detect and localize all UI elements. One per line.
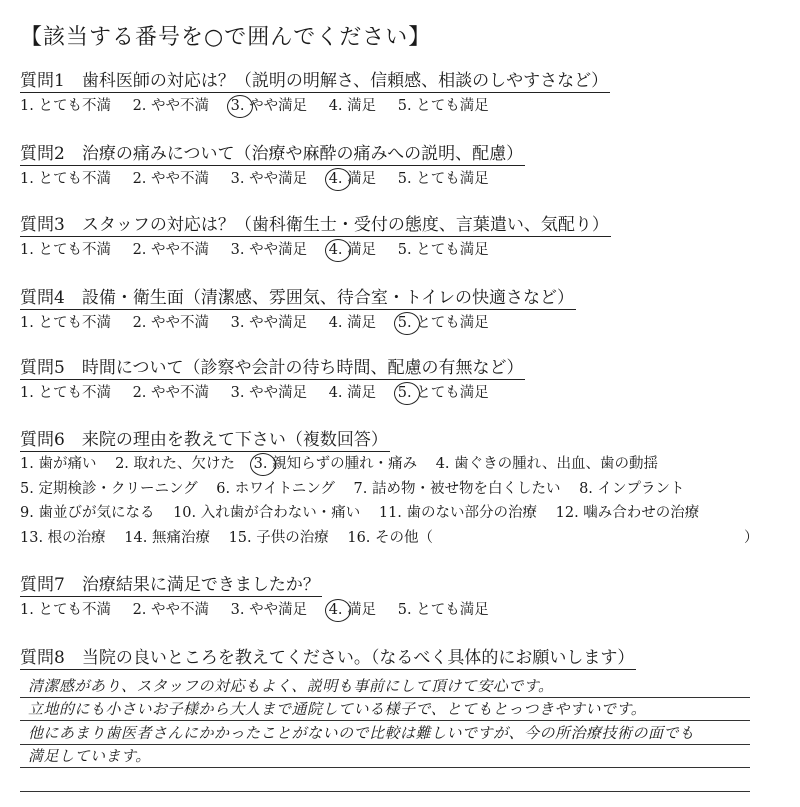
q4-option-3[interactable]: 3. やや満足 [230,315,308,331]
q2-option-3[interactable]: 3. やや満足 [230,171,308,187]
q6-option-13[interactable]: 13. 根の治療 [20,529,106,546]
q1-option-3-circled[interactable]: 3. やや満足 [230,98,308,114]
q6-option-14[interactable]: 14. 無痛治療 [124,529,210,546]
question-4-title: 質問4 設備・衛生面（清潔感、雰囲気、待合室・トイレの快適さなど） [20,288,574,308]
q7-option-5[interactable]: 5. とても満足 [397,602,489,618]
question-3-title: 質問3 スタッフの対応は？（歯科衛生士・受付の態度、言葉遣い、気配り） [20,215,609,235]
question-2 [20,143,780,191]
answer-line-2 [20,698,750,722]
answer-line-3 [20,721,750,745]
question-6-title: 質問6 来院の理由を教えて下さい（複数回答） [20,430,388,450]
q6-option-3-circled[interactable]: 3. 親知らずの腫れ・痛み [253,456,418,472]
q3-option-1[interactable]: 1. とても不満 [20,242,111,258]
q5-option-5-circled[interactable]: 5. とても満足 [397,385,489,401]
question-7-title: 質問7 治療結果に満足できましたか？ [20,575,320,595]
q6-option-6[interactable]: 6. ホワイトニング [216,480,335,497]
q6-row-3 [20,501,780,526]
answer-text-1: 清潔感があり、スタッフの対応もよく、説明も事前にして頂けて安心です。 [28,676,554,695]
question-7 [20,574,780,622]
q1-option-2[interactable]: 2. やや不満 [132,98,210,114]
answer-text-2: 立地的にも小さいお子様から大人まで通院している様子で、とてもとっつきやすいです。 [28,700,647,718]
q3-option-5[interactable]: 5. とても満足 [397,242,489,258]
q6-option-4[interactable]: 4. 歯ぐきの腫れ、出血、歯の動揺 [435,456,658,472]
q6-option-7[interactable]: 7. 詰め物・被せ物を白くしたい [353,480,561,497]
question-4 [20,287,780,335]
q4-option-1[interactable]: 1. とても不満 [20,315,111,331]
question-2-title: 質問2 治療の痛みについて（治療や麻酔の痛みへの説明、配慮） [20,144,524,164]
q3-option-4-circled[interactable]: 4. 満足 [328,242,377,258]
q1-option-4[interactable]: 4. 満足 [328,98,377,114]
question-5-options [20,381,780,405]
q6-option-9[interactable]: 9. 歯並びが気になる [20,505,155,521]
q6-row-2 [20,477,780,502]
question-1 [20,70,780,118]
q5-option-3[interactable]: 3. やや満足 [230,385,308,401]
question-6 [20,429,780,550]
q6-option-10[interactable]: 10. 入れ歯が合わない・痛い [173,505,361,521]
q4-option-2[interactable]: 2. やや不満 [132,315,210,331]
q7-option-3[interactable]: 3. やや満足 [230,602,308,618]
q7-option-4-circled[interactable]: 4. 満足 [328,602,377,618]
q6-option-16-other[interactable]: 16. その他（ [347,529,434,546]
question-8-title: 質問8 当院の良いところを教えてください。（なるべく具体的にお願いします） [20,648,635,668]
question-8-answer-area[interactable] [20,674,750,792]
question-5-title: 質問5 時間について（診察や会計の待ち時間、配慮の有無など） [20,358,524,378]
answer-text-4: 満足しています。 [28,747,151,765]
q1-option-1[interactable]: 1. とても不満 [20,98,111,114]
q2-option-4-circled[interactable]: 4. 満足 [328,171,377,187]
q6-option-11[interactable]: 11. 歯のない部分の治療 [378,505,538,521]
q6-option-12[interactable]: 12. 噛み合わせの治療 [555,505,700,521]
question-3-options [20,238,780,262]
q6-row-1 [20,452,780,477]
q5-option-4[interactable]: 4. 満足 [328,385,377,401]
q2-option-5[interactable]: 5. とても満足 [397,171,489,187]
q3-option-3[interactable]: 3. やや満足 [230,242,308,258]
question-8 [20,647,780,670]
answer-line-4 [20,745,750,769]
answer-line-1 [20,674,750,698]
q1-option-5[interactable]: 5. とても満足 [397,98,489,114]
question-4-options [20,311,780,335]
q7-option-2[interactable]: 2. やや不満 [132,602,210,618]
question-3 [20,214,780,262]
answer-line-5 [20,768,750,792]
q7-option-1[interactable]: 1. とても不満 [20,602,111,618]
question-5 [20,357,780,405]
question-7-options [20,598,780,622]
q4-option-4[interactable]: 4. 満足 [328,315,377,331]
question-1-options [20,94,780,118]
q4-option-5-circled[interactable]: 5. とても満足 [397,315,489,331]
q6-option-2[interactable]: 2. 取れた、欠けた [115,456,236,472]
instruction-header: 【該当する番号を○で囲んでください】 [20,25,432,50]
q6-other-close-paren: ） [744,529,759,546]
q3-option-2[interactable]: 2. やや不満 [132,242,210,258]
q6-option-15[interactable]: 15. 子供の治療 [228,529,329,546]
q6-option-5[interactable]: 5. 定期検診・クリーニング [20,480,198,497]
q5-option-1[interactable]: 1. とても不満 [20,385,111,401]
q6-row-4 [20,526,780,551]
q2-option-1[interactable]: 1. とても不満 [20,171,111,187]
q2-option-2[interactable]: 2. やや不満 [132,171,210,187]
question-6-options [20,452,780,550]
q6-option-1[interactable]: 1. 歯が痛い [20,456,97,472]
question-2-options [20,167,780,191]
answer-text-3: 他にあまり歯医者さんにかかったことがないので比較は難しいですが、今の所治療技術の面でも [28,723,695,742]
question-1-title: 質問1 歯科医師の対応は？（説明の明解さ、信頼感、相談のしやすさなど） [20,71,609,91]
q6-option-8[interactable]: 8. インプラント [579,480,685,497]
q5-option-2[interactable]: 2. やや不満 [132,385,210,401]
